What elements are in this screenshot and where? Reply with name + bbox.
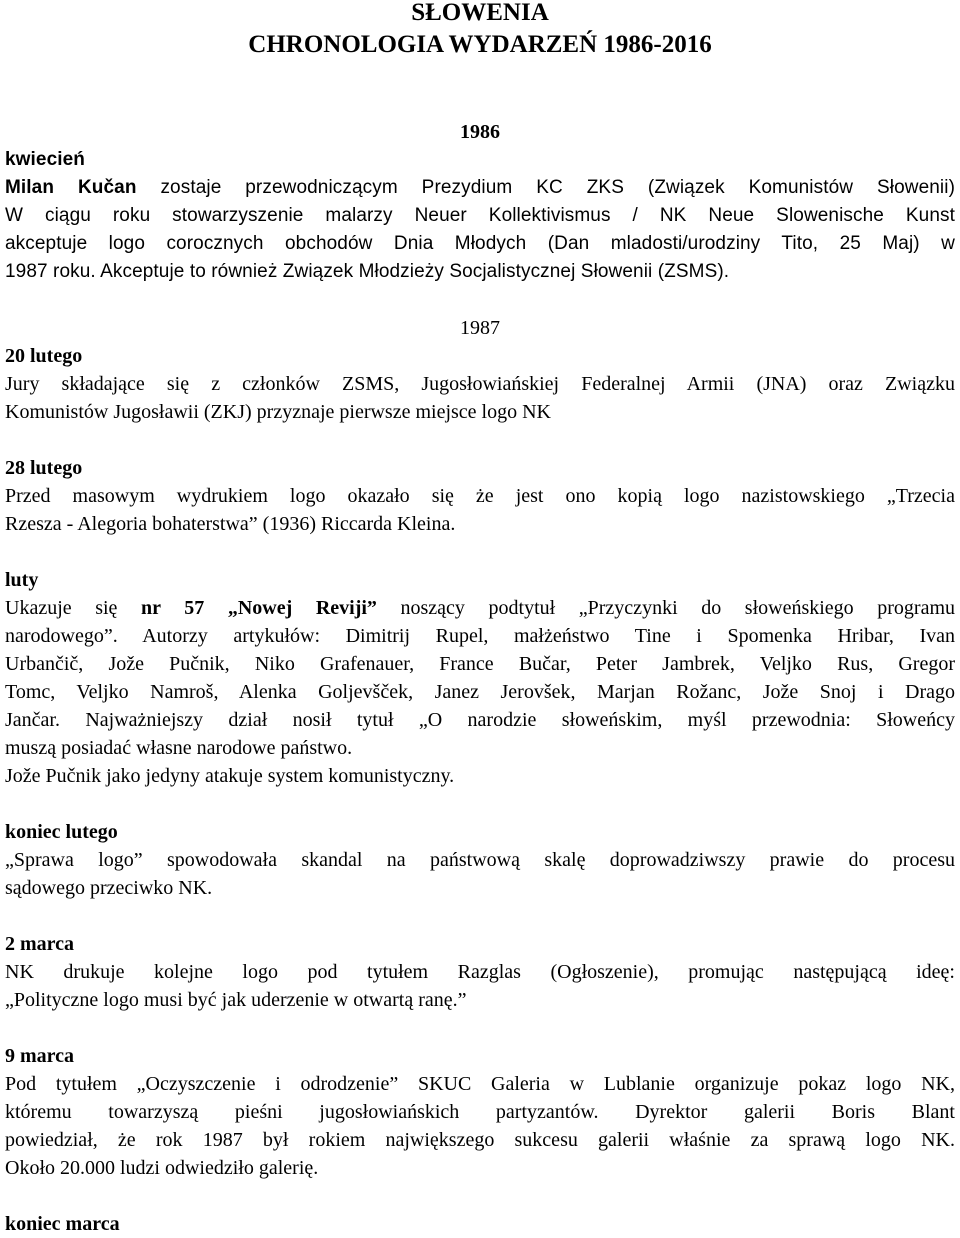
- person-name: Milan Kučan: [5, 177, 137, 198]
- entry-date: koniec marca: [5, 1213, 120, 1235]
- entry-line: Około 20.000 ludzi odwiedziło galerię.: [5, 1157, 319, 1179]
- entry-line: akceptuje logo corocznych obchodów Dnia Młodych (Dan mladosti/urodziny Tito, 25 Maj) w: [5, 233, 955, 254]
- entry-date: 20 lutego: [5, 345, 83, 367]
- entry-20-feb: [5, 342, 955, 426]
- entry-line: Jury składające się z członków ZSMS, Jugosłowiańskiej Federalnej Armii (JNA) oraz Związku: [5, 373, 955, 395]
- entry-end-march: [5, 1210, 955, 1238]
- entry-9-march: [5, 1042, 955, 1182]
- entry-line: Pod tytułem „Oczyszczenie i odrodzenie” SKUC Galeria w Lublanie organizuje pokaz logo NK,: [5, 1073, 955, 1095]
- entry-line: 1987 roku. Akceptuje to również Związek Młodzieży Socjalistycznej Słowenii (ZSMS).: [5, 261, 730, 282]
- entry-line: muszą posiadać własne narodowe państwo.: [5, 737, 353, 759]
- entry-line: „Polityczne logo musi być jak uderzenie w otwartą ranę.”: [5, 989, 467, 1011]
- entry-feb: [5, 566, 955, 790]
- entry-line: narodowego”. Autorzy artykułów: Dimitrij Rupel, małżeństwo Tine i Spomenka Hribar, Ivan: [5, 625, 955, 647]
- entry-28-feb: [5, 454, 955, 538]
- entry-line: Tomc, Veljko Namroš, Alenka Goljevšček, Janez Jerovšek, Marjan Rožanc, Jože Snoj i Drago: [5, 681, 955, 703]
- year-heading-1986: 1986: [460, 121, 500, 143]
- entry-date: luty: [5, 569, 39, 591]
- entry-date: kwiecień: [5, 149, 86, 170]
- entry-line: NK drukuje kolejne logo pod tytułem Razglas (Ogłoszenie), promując następującą ideę:: [5, 961, 955, 983]
- entry-line: Jančar. Najważniejszy dział nosił tytuł „O narodzie słoweńskim, myśl przewodnia: Słoweńcy: [5, 709, 955, 731]
- entry-text: zostaje przewodniczącym Prezydium KC ZKS (Związek Komunistów Słowenii): [136, 177, 955, 198]
- entry-2-march: [5, 930, 955, 1014]
- entry-date: 28 lutego: [5, 457, 83, 479]
- entry-april-1986: [5, 146, 955, 286]
- entry-line: [5, 174, 955, 202]
- year-heading-1987: 1987: [460, 317, 500, 339]
- entry-line: Jože Pučnik jako jedyny atakuje system komunistyczny.: [5, 765, 455, 787]
- entry-line: Przed masowym wydrukiem logo okazało się że jest ono kopią logo nazistowskiego „Trzecia: [5, 485, 955, 507]
- entry-line: W ciągu roku stowarzyszenie malarzy Neuer Kollektivismus / NK Neue Slowenische Kunst: [5, 205, 955, 226]
- entry-line: [5, 594, 955, 622]
- entry-line: sądowego przeciwko NK.: [5, 877, 213, 899]
- entry-line: „Sprawa logo” spowodowała skandal na państwową skalę doprowadziwszy prawie do procesu: [5, 849, 955, 871]
- entry-line: któremu towarzyszą pieśni jugosłowiańskich partyzantów. Dyrektor galerii Boris Blant: [5, 1101, 955, 1123]
- publication-title: nr 57 „Nowej Reviji”: [141, 597, 377, 619]
- entry-end-feb: [5, 818, 955, 902]
- entry-text: noszący podtytuł „Przyczynki do słoweńskiego programu: [376, 597, 956, 619]
- entry-date: 9 marca: [5, 1045, 75, 1067]
- document-title: SŁOWENIA: [411, 0, 549, 26]
- entry-text: Ukazuje się: [5, 597, 142, 619]
- entry-line: Komunistów Jugosławii (ZKJ) przyznaje pierwsze miejsce logo NK: [5, 401, 551, 423]
- entry-date: 2 marca: [5, 933, 75, 955]
- entry-line: powiedział, że rok 1987 był rokiem największego sukcesu galerii właśnie za sprawą logo NK.: [5, 1129, 955, 1151]
- entry-line: Rzesza - Alegoria bohaterstwa” (1936) Riccarda Kleina.: [5, 513, 456, 535]
- entry-line: Urbančič, Jože Pučnik, Niko Grafenauer, France Bučar, Peter Jambrek, Veljko Rus, Gregor: [5, 653, 955, 675]
- document-subtitle: CHRONOLOGIA WYDARZEŃ 1986-2016: [248, 31, 712, 58]
- entry-date: koniec lutego: [5, 821, 118, 843]
